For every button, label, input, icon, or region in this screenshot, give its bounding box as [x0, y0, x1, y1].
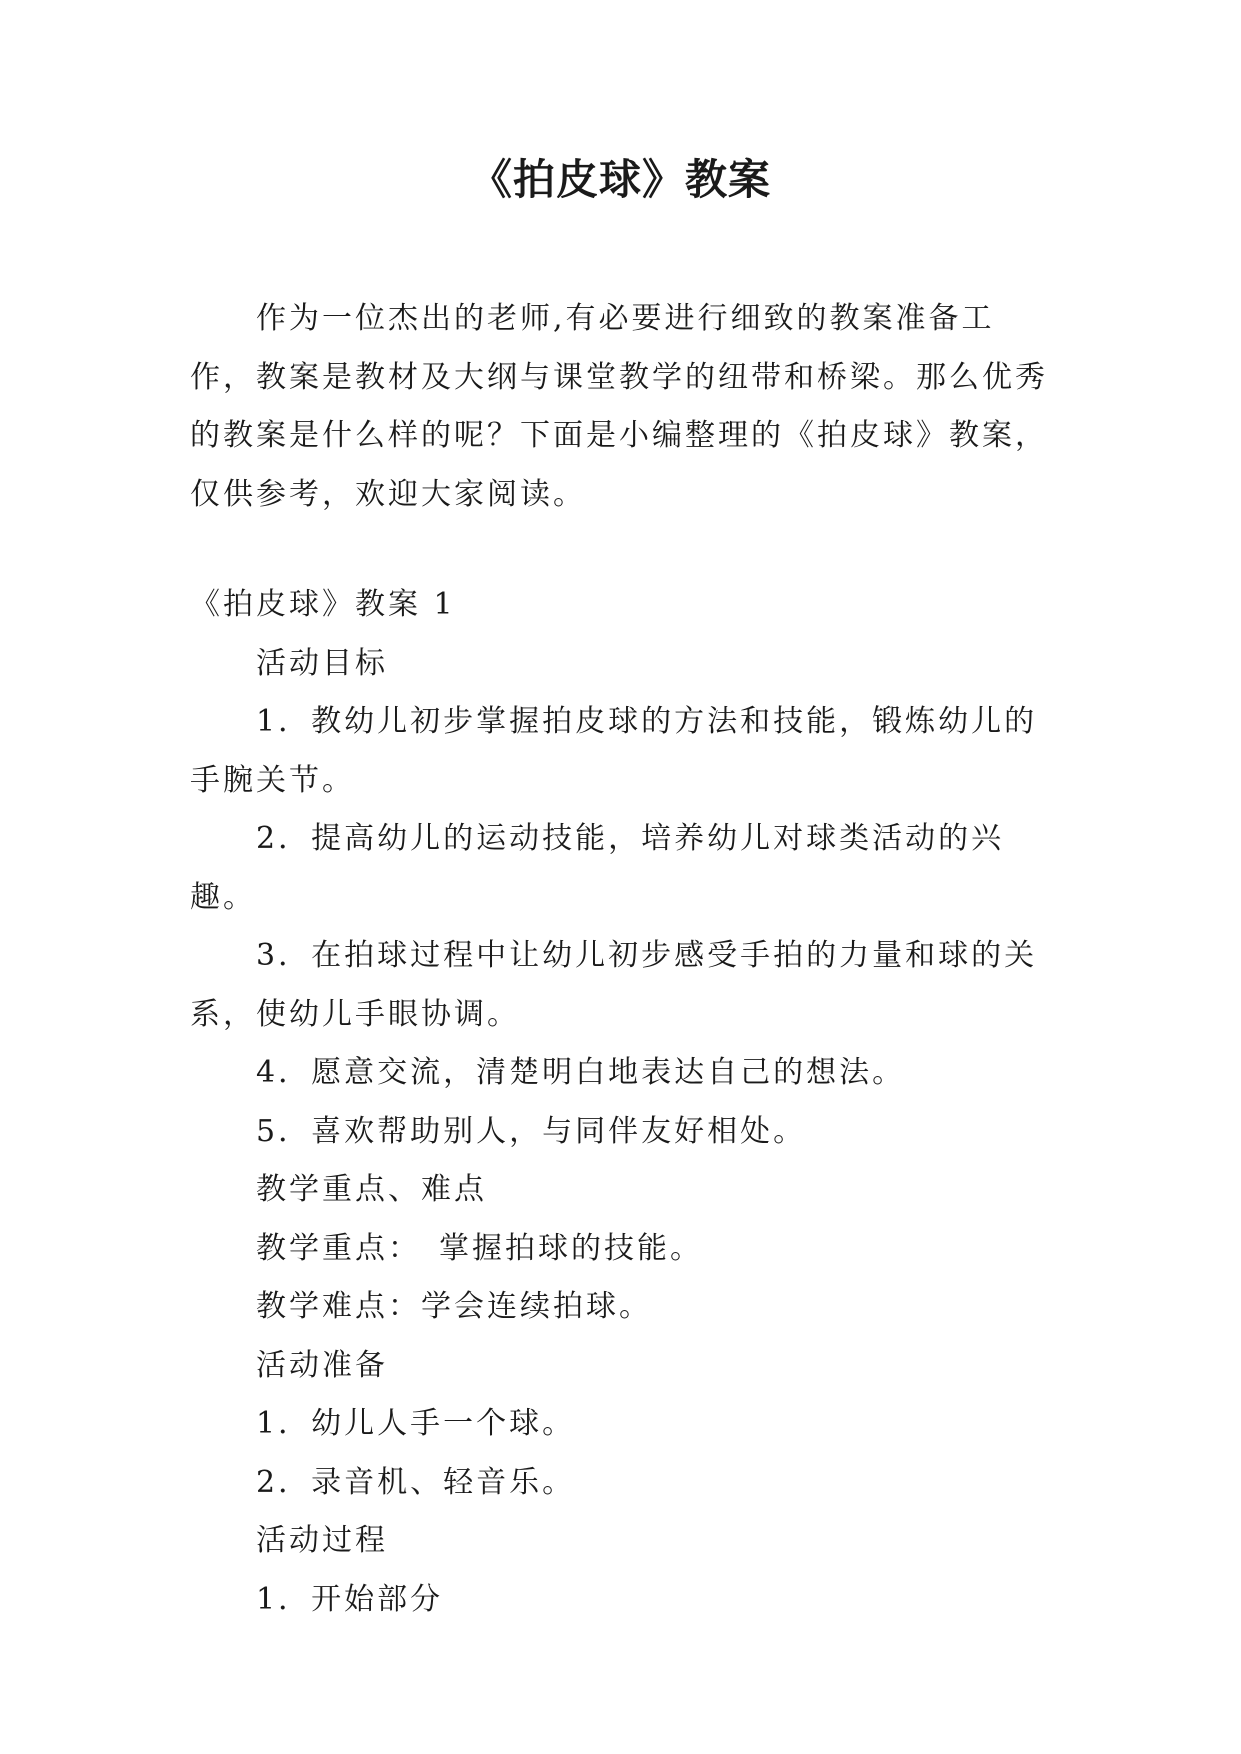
process-heading: 活动过程 — [256, 1523, 388, 1558]
goal-item: 3．在拍球过程中让幼儿初步感受手拍的力量和球的关系，使幼儿手眼协调。 — [190, 938, 1038, 1032]
process-step: 1．开始部分 — [256, 1581, 444, 1617]
difficulty-text: 教学难点：学会连续拍球。 — [256, 1289, 652, 1324]
preparation-item: 1．幼儿人手一个球。 — [256, 1406, 576, 1441]
preparation-item: 2．录音机、轻音乐。 — [256, 1464, 576, 1500]
page-title: 《拍皮球》教案 — [469, 155, 771, 204]
preparation-heading: 活动准备 — [256, 1347, 388, 1383]
goal-item: 2．提高幼儿的运动技能，培养幼儿对球类活动的兴趣。 — [190, 821, 1005, 915]
key-points-heading: 教学重点、难点 — [256, 1172, 487, 1207]
goal-item: 4．愿意交流，清楚明白地表达自己的想法。 — [256, 1055, 906, 1090]
section-heading: 《拍皮球》教案 1 — [190, 587, 456, 622]
goal-item: 1．教幼儿初步掌握拍皮球的方法和技能，锻炼幼儿的手腕关节。 — [190, 704, 1038, 798]
goal-item: 5．喜欢帮助别人，与同伴友好相处。 — [256, 1113, 807, 1149]
activity-goals-heading: 活动目标 — [256, 645, 388, 681]
key-point-text: 教学重点： 掌握拍球的技能。 — [256, 1230, 703, 1266]
lesson-plan-section — [190, 576, 1050, 1629]
intro-paragraph: 作为一位杰出的老师,有必要进行细致的教案准备工作，教案是教材及大纲与课堂教学的纽带和桥梁。那么优秀的教案是什么样的呢？下面是小编整理的《拍皮球》教案，仅供参考，欢迎大家阅读。 — [190, 301, 1048, 512]
